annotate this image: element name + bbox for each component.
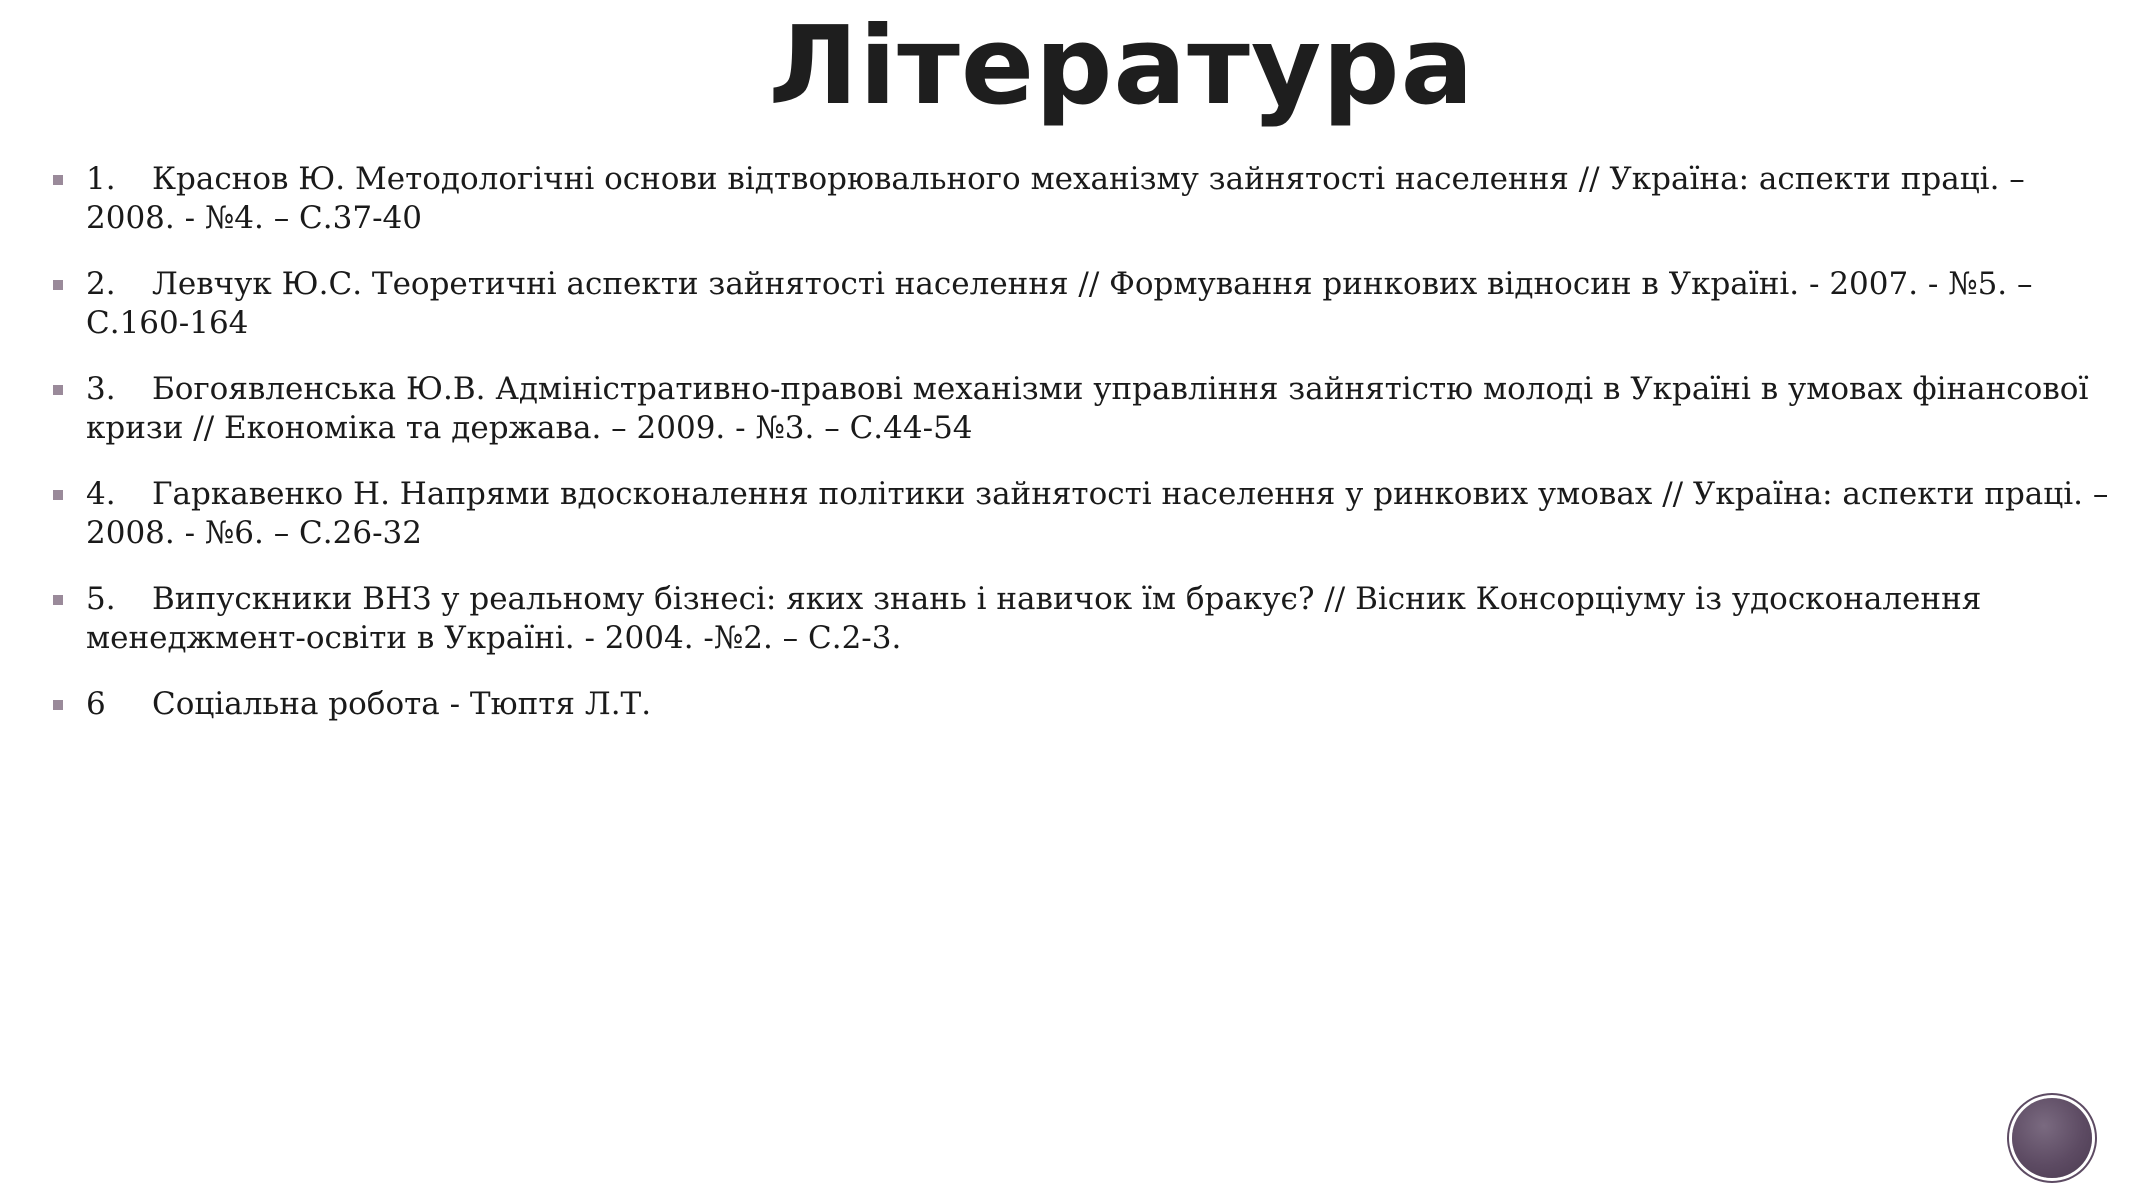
reference-item	[50, 475, 2110, 553]
reference-number: 3.	[86, 371, 116, 407]
reference-text: Соціальна робота - Тюптя Л.Т.	[152, 686, 652, 722]
reference-list	[50, 160, 2110, 751]
reference-text: Гаркавенко Н. Напрями вдосконалення політики зайнятості населення у ринкових умовах // Україна: аспекти праці. – 2008. - №6. – С.26-32	[86, 476, 2109, 551]
reference-number: 4.	[86, 476, 116, 512]
reference-number: 2.	[86, 266, 116, 302]
square-bullet-icon	[53, 490, 63, 500]
reference-item	[50, 265, 2110, 343]
reference-item	[50, 685, 2110, 724]
decorative-circle-badge-icon	[2012, 1098, 2092, 1178]
square-bullet-icon	[53, 280, 63, 290]
reference-text: Левчук Ю.С. Теоретичні аспекти зайнятості населення // Формування ринкових відносин в Україні. - 2007. - №5. – С.160-164	[86, 266, 2033, 341]
reference-text: Краснов Ю. Методологічні основи відтворювального механізму зайнятості населення // Україна: аспекти праці. – 2008. - №4. – С.37-40	[86, 161, 2025, 236]
reference-item	[50, 160, 2110, 238]
reference-number: 1.	[86, 161, 116, 197]
square-bullet-icon	[53, 385, 63, 395]
reference-text: Богоявленська Ю.В. Адміністративно-правові механізми управління зайнятістю молоді в Україні в умовах фінансової кризи // Економіка та держава. – 2009. - №3. – С.44-54	[86, 371, 2089, 446]
reference-item	[50, 370, 2110, 448]
reference-number: 5.	[86, 581, 116, 617]
reference-item	[50, 580, 2110, 658]
square-bullet-icon	[53, 700, 63, 710]
square-bullet-icon	[53, 175, 63, 185]
reference-number: 6	[86, 686, 106, 722]
reference-text: Випускники ВНЗ у реальному бізнесі: яких знань і навичок їм бракує? // Вісник Консорціуму із удосконалення менеджмент-освіти в Україні. - 2004. -№2. – С.2-3.	[86, 581, 1982, 656]
slide-title: Література	[768, 4, 1475, 129]
square-bullet-icon	[53, 595, 63, 605]
